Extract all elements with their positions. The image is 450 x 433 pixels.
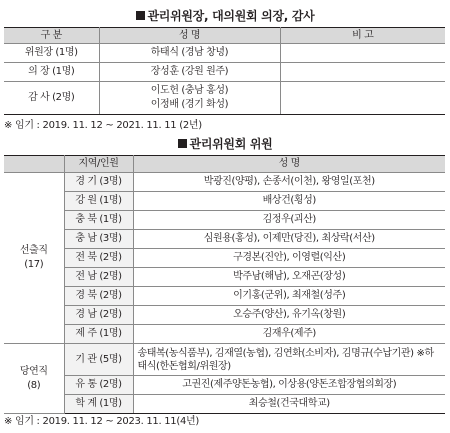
- names-cell: 김정우(괴산): [133, 211, 445, 230]
- names-cell: 최승철(건국대학교): [133, 395, 445, 414]
- remarks-cell: [280, 82, 445, 115]
- region-cell: 전 남 (2명): [64, 268, 133, 287]
- term-note-2: ※ 임기 : 2019. 11. 12 ~ 2023. 11. 11(4년): [4, 416, 199, 427]
- square-bullet-icon: [136, 11, 145, 20]
- table-row: [4, 63, 445, 82]
- table-row: [4, 287, 445, 306]
- header-name: 성 명: [99, 28, 280, 44]
- table-row: [4, 325, 445, 344]
- names-cell: 김재우(제주): [133, 325, 445, 344]
- officers-table: [4, 27, 445, 115]
- term-note-1: ※ 임기 : 2019. 11. 12 ~ 2021. 11. 11 (2년): [4, 120, 202, 131]
- table-row: [4, 230, 445, 249]
- name-line: 이정배 (경기 화성): [150, 99, 229, 110]
- table-row: [4, 395, 445, 414]
- header-region: 지역/인원: [64, 156, 133, 173]
- region-cell: 학 계 (1명): [64, 395, 133, 414]
- region-cell: 강 원 (1명): [64, 192, 133, 211]
- table-row: [4, 306, 445, 325]
- table-row: [4, 173, 445, 192]
- header-category: 구 분: [4, 28, 99, 44]
- remarks-cell: [280, 44, 445, 63]
- committee-table: [4, 155, 445, 414]
- names-cell: 오승주(양산), 유기옥(창원): [133, 306, 445, 325]
- section2-title: 관리위원회 위원: [0, 135, 450, 152]
- names-cell: 고권진(제주양돈농협), 이상용(양돈조합장협의회장): [133, 376, 445, 395]
- table-row: [4, 44, 445, 63]
- group-label-ex-officio: 당연직 (8): [4, 344, 64, 414]
- role-cell: 위원장 (1명): [4, 44, 99, 63]
- section1-title: 관리위원장, 대의원회 의장, 감사: [0, 7, 450, 24]
- region-cell: 경 남 (2명): [64, 306, 133, 325]
- group-label-elected: 선출직 (17): [4, 173, 64, 344]
- name-cell: [99, 82, 280, 115]
- region-cell: 충 남 (3명): [64, 230, 133, 249]
- table-row: [4, 344, 445, 376]
- table-row: [4, 249, 445, 268]
- table-row: [4, 82, 445, 115]
- names-cell: 심원용(홍성), 이제만(당진), 최상락(서산): [133, 230, 445, 249]
- name-cell: 장성훈 (강원 원주): [99, 63, 280, 82]
- header-blank: [4, 156, 64, 173]
- region-cell: 전 북 (2명): [64, 249, 133, 268]
- square-bullet-icon: [178, 139, 187, 148]
- role-cell: 의 장 (1명): [4, 63, 99, 82]
- names-cell: 구경본(진안), 이영렬(익산): [133, 249, 445, 268]
- name-line: 이도헌 (충남 홍성): [150, 85, 229, 96]
- table-row: [4, 376, 445, 395]
- name-cell: 하태식 (경남 창녕): [99, 44, 280, 63]
- names-cell: 박광진(양평), 손종서(이천), 왕영일(포천): [133, 173, 445, 192]
- names-cell: 송태복(농식품부), 김재열(농협), 김연화(소비자), 김명규(수납기관) ※하태식(한돈협회/위원장): [133, 344, 445, 376]
- remarks-cell: [280, 63, 445, 82]
- names-cell: 박주남(해남), 오재곤(장성): [133, 268, 445, 287]
- names-cell: 이기홍(군위), 최재철(성주): [133, 287, 445, 306]
- region-cell: 경 북 (2명): [64, 287, 133, 306]
- region-cell: 충 북 (1명): [64, 211, 133, 230]
- header-remarks: 비 고: [280, 28, 445, 44]
- table-row: [4, 192, 445, 211]
- names-cell: 배상건(횡성): [133, 192, 445, 211]
- header-name: 성 명: [133, 156, 445, 173]
- table-row: [4, 268, 445, 287]
- region-cell: 경 기 (3명): [64, 173, 133, 192]
- region-cell: 기 관 (5명): [64, 344, 133, 376]
- table-row: [4, 211, 445, 230]
- region-cell: 제 주 (1명): [64, 325, 133, 344]
- role-cell: 감 사 (2명): [4, 82, 99, 115]
- region-cell: 유 통 (2명): [64, 376, 133, 395]
